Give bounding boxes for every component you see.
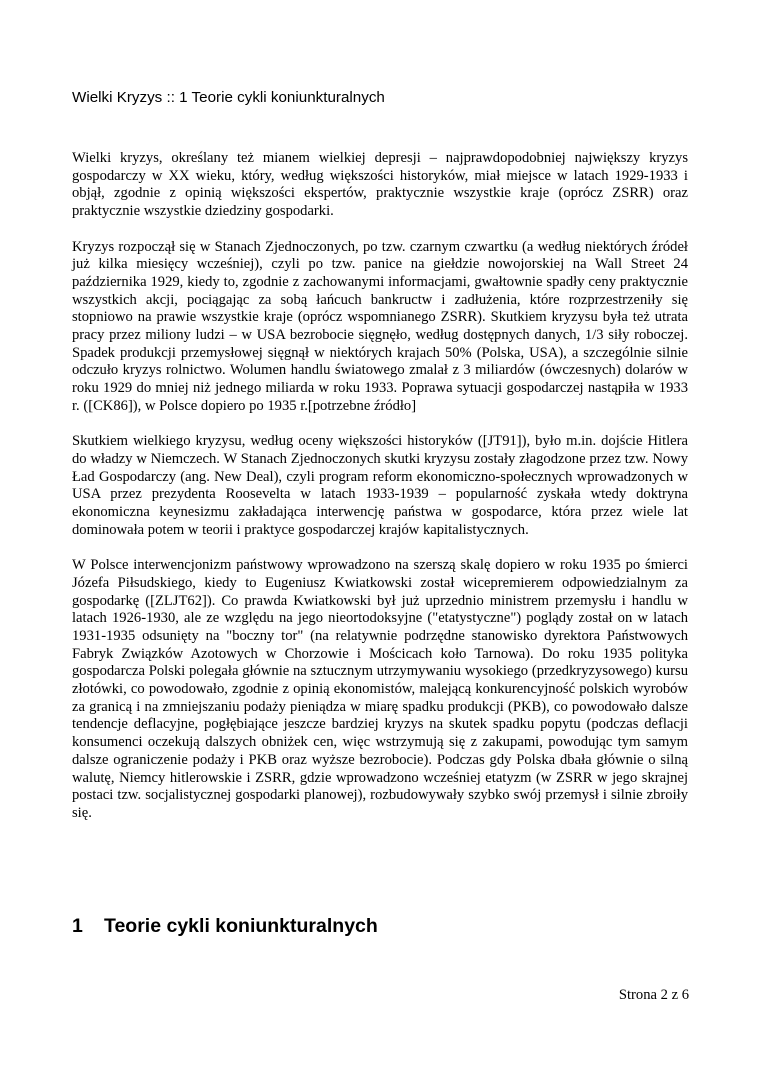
section-heading — [72, 913, 378, 939]
article-body — [72, 150, 688, 823]
section-number: 1 — [72, 915, 83, 937]
paragraph-consequences: Skutkiem wielkiego kryzysu, według oceny większości historyków ([JT91]), było m.in. dojście Hitlera do władzy w Niemczech. W Stanach Zjednoczonych skutki kryzysu zostały złagodzone przez tzw. Nowy Ład Gospodarczy (ang. New Deal), czyli program reform ekonomiczno-społecznych wprowadzonych w USA przez prezydenta Roosevelta w latach 1933-1939 – popularność zyskała wtedy doktryna ekonomiczna keynesizmu zakładająca interwencję państwa w gospodarce, która przez wiele lat dominowała potem w teorii i praktyce gospodarczej krajów kapitalistycznych. — [72, 433, 688, 538]
page-number: Strona 2 z 6 — [618, 987, 689, 1003]
paragraph-poland: W Polsce interwencjonizm państwowy wprowadzono na szerszą skalę dopiero w roku 1935 po śmierci Józefa Piłsudskiego, kiedy to Eugeniusz Kwiatkowski został wicepremierem odpowiedzialnym za gospodarkę ([ZLJT62]). Co prawda Kwiatkowski był już uprzednio ministrem przemysłu i handlu w latach 1926-1930, ale ze względu na jego nieortodoksyjne ("etatystyczne") poglądy został on w latach 1931-1935 odsunięty na "boczny tor" (na relatywnie podrzędne stanowisko dyrektora Państwowych Fabryk Związków Azotowych w Chorzowie i Mościcach koło Tarnowa). Do roku 1935 polityka gospodarcza Polski polegała głównie na sztucznym utrzymywaniu wysokiego (przedkryzysowego) kursu złotówki, co powodowało, zgodnie z opinią ekonomistów, malejącą konkurencyjność polskich wyrobów za granicą i na zmniejszaniu podaży pieniądza w miarę spadku produkcji (PKB), co powodowało dalsze tendencje deflacyjne, pogłębiające jeszcze bardziej kryzys na skutek spadku popytu (podczas deflacji konsumenci oczekują dalszych obniżek cen, więc wstrzymują się z zakupami, powodując tym samym dalsze ograniczenie podaży i PKB oraz wyższe bezrobocie). Podczas gdy Polska dbała głównie o silną walutę, Niemcy hitlerowskie i ZSRR, gdzie wprowadzono wcześniej etatyzm (w ZSRR w jego skrajnej postaci tzw. socjalistycznej gospodarki planowej), rozbudowywały szybko swój przemysł i silnie zbroiły się. — [72, 557, 688, 821]
section-title: Teorie cykli koniunkturalnych — [104, 915, 378, 937]
paragraph-crisis-start: Kryzys rozpoczął się w Stanach Zjednoczonych, po tzw. czarnym czwartku (a według niektórych źródeł już kilka miesięcy wcześniej), czyli po tzw. panice na giełdzie nowojorskiej na Wall Street 24 października 1929, kiedy to, zgodnie z zachowanymi informacjami, gwałtownie spadły ceny praktycznie wszystkich akcji, pociągając za sobą łańcuch bankructw i zadłużenia, które rozprzestrzeniły się stopniowo na prawie wszystkie kraje (oprócz wspomnianego ZSRR). Skutkiem kryzysu była też utrata pracy przez miliony ludzi – w USA bezrobocie sięgnęło, według dostępnych danych, 1/3 siły roboczej. Spadek produkcji przemysłowej sięgnął w niektórych krajach 50% (Polska, USA), a szczególnie silnie odczuło kryzys rolnictwo. Wolumen handlu światowego zmalał z 3 miliardów (ówczesnych) dolarów w roku 1929 do mniej niż jednego miliarda w roku 1933. Poprawa sytuacji gospodarczej nastąpiła w 1933 r. ([CK86]), w Polsce dopiero po 1935 r.[potrzebne źródło] — [72, 238, 688, 414]
paragraph-intro: Wielki kryzys, określany też mianem wielkiej depresji – najprawdopodobniej największy kryzys gospodarczy w XX wieku, który, według większości historyków, miał miejsce w latach 1929-1933 i objął, zgodnie z opinią większości ekspertów, praktycznie wszystkie kraje (oprócz ZSRR) oraz praktycznie wszystkie dziedziny gospodarki. — [72, 150, 688, 220]
page-header-title: Wielki Kryzys :: 1 Teorie cykli koniunkturalnych — [72, 89, 385, 106]
